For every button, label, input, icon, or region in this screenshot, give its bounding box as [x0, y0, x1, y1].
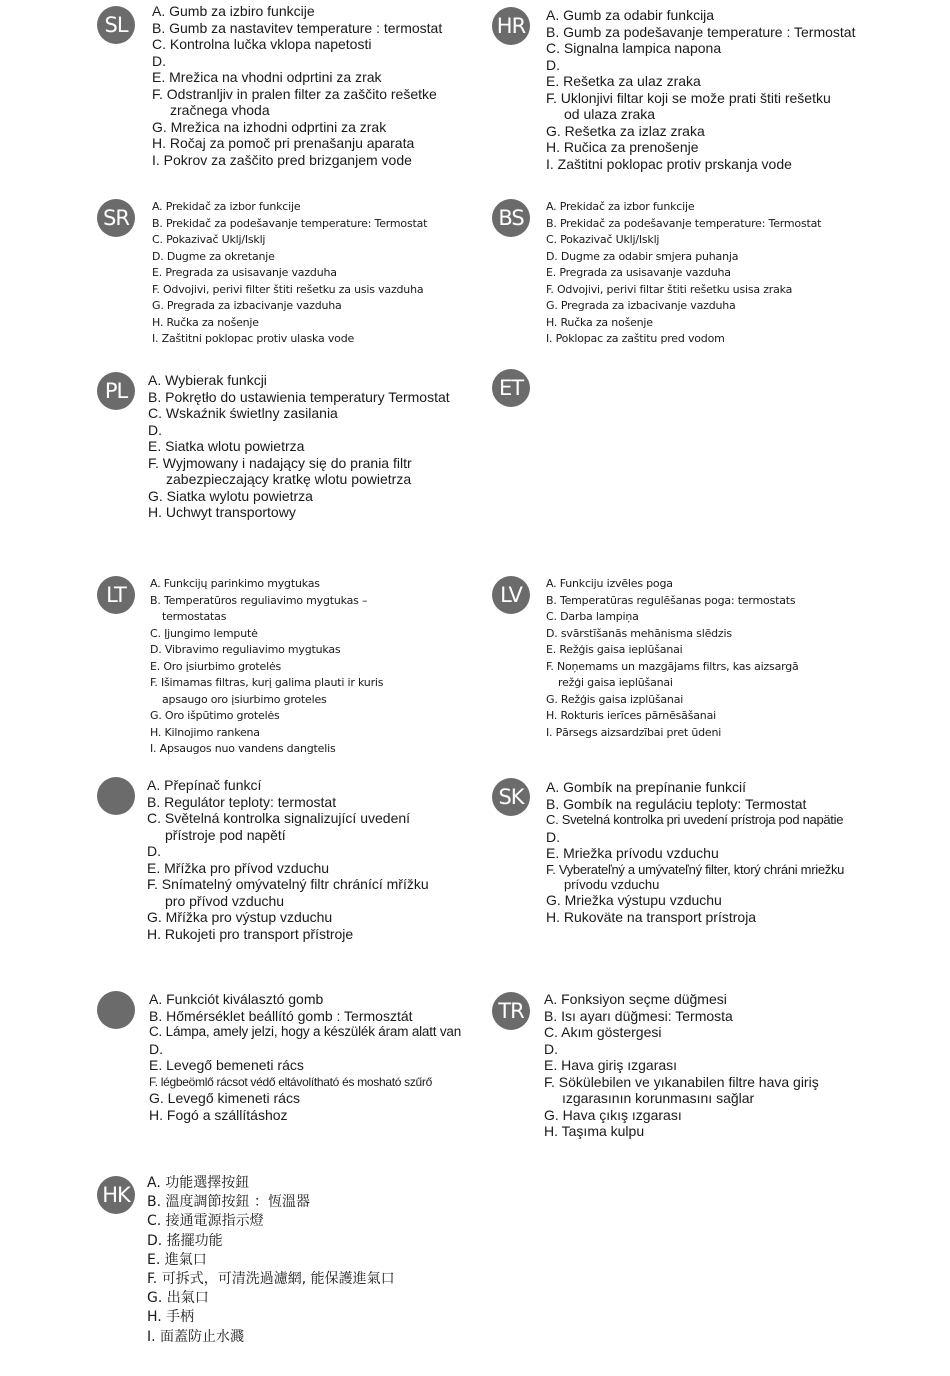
list-item: E. Režģis gaisa ieplūšanai	[546, 643, 683, 656]
list-item: E. Pregrada za usisavanje vazduha	[152, 266, 337, 279]
list-item: D.	[546, 56, 560, 73]
list-item: C. Wskaźnik świetlny zasilania	[148, 405, 338, 421]
list-item: G. Levegő kimeneti rács	[149, 1090, 300, 1106]
parts-list-hu	[149, 991, 461, 1123]
list-item: A. Wybierak funkcji	[148, 372, 267, 388]
list-item: B. 溫度調節按鈕 ：恆溫器	[147, 1194, 310, 1211]
parts-list-tr	[544, 991, 819, 1140]
list-item: F. Odvojivi, perivi filter štiti rešetku za usis vazduha	[152, 282, 424, 296]
list-item: I. Apsaugos nuo vandens dangtelis	[150, 742, 336, 755]
list-item: D.	[147, 843, 161, 859]
list-item: A. 功能選擇按鈕	[147, 1175, 250, 1191]
list-item: B. Temperatūras regulēšanas poga: termostats	[546, 593, 796, 607]
parts-list-cz	[147, 777, 429, 942]
language-badge-hk: HK	[97, 1176, 135, 1214]
list-item: B. Pokrętło do ustawienia temperatury Termostat	[148, 388, 450, 405]
list-item: B. Temperatūros reguliavimo mygtukas –	[150, 593, 368, 607]
parts-list-sr	[152, 199, 427, 348]
list-item: G. Pregrada za izbacivanje vazduha	[152, 299, 342, 312]
list-item: D.	[544, 1040, 558, 1057]
list-item: D. Vibravimo reguliavimo mygtukas	[150, 643, 341, 656]
list-item: A. Gumb za izbiro funkcije	[152, 3, 315, 19]
list-item: B. Isı ayarı düğmesi: Termosta	[544, 1007, 733, 1024]
list-item: B. Gumb za nastavitev temperature : termostat	[152, 19, 443, 36]
list-item: A. Funkcijų parinkimo mygtukas	[150, 577, 320, 590]
list-item: C. Světelná kontrolka signalizující uvedení	[147, 810, 411, 826]
list-item: G. Oro išpūtimo grotelės	[150, 709, 280, 722]
list-item: F. Odstranljiv in pralen filter za zaščito rešetke	[152, 85, 437, 102]
language-badge-blank	[97, 777, 135, 815]
list-item: C. Įjungimo lemputė	[150, 626, 258, 640]
list-item: I. Pārsegs aizsardzībai pret ūdeni	[546, 725, 722, 739]
list-item: H. Rokturis ierīces pārnēsāšanai	[546, 709, 716, 722]
parts-list-sk	[546, 779, 844, 925]
list-item: D.	[546, 828, 560, 845]
list-item: F. 可拆式，可清洗過濾網, 能保護進氣口	[147, 1271, 395, 1288]
parts-list-lt	[150, 576, 383, 758]
list-item: B. Hőmérséklet beállító gomb : Termosztát	[149, 1007, 413, 1024]
language-badge-tr: TR	[492, 992, 530, 1030]
list-item: H. Ručica za prenošenje	[546, 139, 699, 155]
list-item: D. Dugme za odabir smjera puhanja	[546, 249, 739, 263]
list-item: F. Noņemams un mazgājams filtrs, kas aizsargā	[546, 659, 799, 673]
language-badge-blank	[97, 991, 135, 1029]
list-item: H. Taşıma kulpu	[544, 1123, 645, 1139]
language-badge-pl: PL	[97, 372, 135, 410]
language-badge-sk: SK	[492, 778, 530, 816]
list-item: G. Mriežka výstupu vzduchu	[546, 892, 722, 908]
list-item: F. Snímatelný omývatelný filtr chránící mřížku	[147, 876, 429, 892]
list-item: A. Prekidač za izbor funkcije	[546, 200, 695, 213]
parts-list-bs	[546, 199, 821, 348]
list-item: apsaugo oro įsiurbimo groteles	[162, 692, 327, 706]
list-item: G. Rešetka za izlaz zraka	[546, 122, 705, 139]
list-item: ızgarasının korunmasını sağlar	[562, 1090, 755, 1106]
list-item: D.	[148, 421, 162, 438]
list-item: G. Mřížka pro výstup vzduchu	[147, 909, 333, 925]
list-item: F. légbeömlő rácsot védő eltávolítható és mosható szűrő	[149, 1074, 432, 1089]
list-item: G. Hava çıkış ızgarası	[544, 1106, 682, 1123]
language-badge-bs: BS	[492, 199, 530, 237]
list-item: zabezpieczający kratkę wlotu powietrza	[166, 471, 412, 487]
list-item: E. Mrežica na vhodni odprtini za zrak	[152, 69, 382, 85]
list-item: G. 出氣口	[147, 1290, 209, 1307]
list-item: H. Rukoväte na transport prístroja	[546, 908, 757, 925]
list-item: C. Kontrolna lučka vklopa napetosti	[152, 36, 372, 52]
list-item: I. Pokrov za zaščito pred brizganjem vode	[152, 151, 412, 168]
language-badge-lv: LV	[492, 576, 530, 614]
list-item: C. Pokazivač Uklj/Isklj	[152, 233, 266, 246]
list-item: D. svārstīšanās mehānisma slēdzis	[546, 626, 732, 640]
list-item: G. Pregrada za izbacivanje vazduha	[546, 299, 736, 312]
list-item: H. Fogó a szállításhoz	[149, 1106, 288, 1123]
list-item: pro přívod vzduchu	[165, 892, 285, 909]
list-item: A. Prekidač za izbor funkcije	[152, 200, 301, 213]
list-item: G. Mrežica na izhodni odprtini za zrak	[152, 118, 387, 135]
list-item: D.	[149, 1040, 163, 1057]
list-item: C. Darba lampiņa	[546, 610, 639, 623]
list-item: I. Poklopac za zaštitu pred vodom	[546, 332, 725, 345]
language-badge-et: ET	[492, 369, 530, 407]
parts-list-lv	[546, 576, 799, 741]
list-item: režģi gaisa ieplūšanai	[558, 676, 673, 689]
list-item: E. Oro įsiurbimo grotelės	[150, 659, 282, 673]
parts-list-hk	[147, 1174, 395, 1347]
list-item: F. Išimamas filtras, kurį galima plauti ir kuris	[150, 676, 384, 689]
list-item: E. Rešetka za ulaz zraka	[546, 73, 701, 89]
list-item: I. Zaštitni poklopac protiv ulaska vode	[152, 332, 355, 345]
list-item: C. Pokazivač Uklj/Isklj	[546, 233, 660, 246]
list-item: od ulaza zraka	[564, 106, 656, 122]
list-item: termostatas	[162, 610, 227, 623]
list-item: prívodu vzduchu	[564, 877, 660, 892]
list-item: D. 搖擺功能	[147, 1232, 223, 1249]
language-badge-sr: SR	[97, 199, 135, 237]
list-item: I. 面蓋防止水濺	[147, 1328, 245, 1345]
list-item: C. Lámpa, amely jelzi, hogy a készülék áram alatt van	[149, 1024, 462, 1039]
list-item: zračnega vhoda	[170, 102, 270, 118]
list-item: E. Pregrada za usisavanje vazduha	[546, 266, 731, 279]
language-badge-sl: SL	[97, 6, 135, 44]
list-item: A. Gombík na prepínanie funkcií	[546, 779, 746, 795]
parts-list-pl	[148, 372, 450, 521]
language-badge-lt: LT	[97, 576, 135, 614]
list-item: A. Přepínač funkcí	[147, 777, 262, 793]
list-item: H. Ručka za nošenje	[152, 315, 259, 329]
list-item: A. Fonksiyon seçme düğmesi	[544, 991, 727, 1007]
list-item: C. 接通電源指示燈	[147, 1213, 264, 1230]
list-item: H. Kilnojimo rankena	[150, 725, 260, 739]
list-item: E. 進氣口	[147, 1251, 207, 1268]
list-item: I. Zaštitni poklopac protiv prskanja vode	[546, 155, 792, 172]
list-item: E. Mriežka prívodu vzduchu	[546, 845, 719, 861]
list-item: B. Gumb za podešavanje temperature : Termostat	[546, 23, 856, 40]
list-item: G. Siatka wylotu powietrza	[148, 487, 313, 504]
list-item: B. Prekidač za podešavanje temperature: Termostat	[152, 216, 428, 230]
list-item: H. Rukojeti pro transport přístroje	[147, 925, 354, 942]
list-item: F. Vyberateľný a umývateľný filter, ktorý chráni mriežku	[546, 861, 845, 877]
list-item: D.	[152, 52, 166, 69]
parts-list-hr	[546, 7, 855, 172]
list-item: B. Regulátor teploty: termostat	[147, 793, 337, 810]
list-item: A. Gumb za odabir funkcija	[546, 7, 715, 23]
list-item: E. Siatka wlotu powietrza	[148, 438, 305, 454]
list-item: F. Wyjmowany i nadający się do prania filtr	[148, 454, 412, 471]
list-item: B. Prekidač za podešavanje temperature: Termostat	[546, 216, 822, 230]
language-badge-hr: HR	[492, 7, 530, 45]
list-item: C. Signalna lampica napona	[546, 40, 722, 56]
list-item: přístroje pod napětí	[165, 826, 286, 843]
list-item: A. Funkciju izvēles poga	[546, 577, 673, 590]
list-item: F. Odvojivi, perivi filtar štiti rešetku usisa zraka	[546, 282, 793, 296]
list-item: E. Mřížka pro přívod vzduchu	[147, 859, 330, 876]
list-item: E. Hava giriş ızgarası	[544, 1057, 678, 1073]
list-item: G. Režģis gaisa izplūšanai	[546, 692, 684, 706]
list-item: B. Gombík na reguláciu teploty: Termostat	[546, 795, 807, 812]
list-item: A. Funkciót kiválasztó gomb	[149, 991, 324, 1007]
list-item: C. Akım göstergesi	[544, 1024, 662, 1040]
list-item: F. Sökülebilen ve yıkanabilen filtre hava giriş	[544, 1073, 819, 1090]
list-item: D. Dugme za okretanje	[152, 249, 275, 263]
parts-list-sl	[152, 3, 442, 168]
list-item: C. Svetelná kontrolka pri uvedení prístroja pod napätie	[546, 812, 844, 827]
list-item: F. Uklonjivi filtar koji se može prati štiti rešetku	[546, 89, 831, 106]
list-item: E. Levegő bemeneti rács	[149, 1057, 304, 1073]
list-item: H. Uchwyt transportowy	[148, 504, 296, 520]
list-item: H. 手柄	[147, 1309, 195, 1326]
list-item: H. Ručka za nošenje	[546, 315, 653, 329]
list-item: H. Ročaj za pomoč pri prenašanju aparata	[152, 135, 415, 151]
